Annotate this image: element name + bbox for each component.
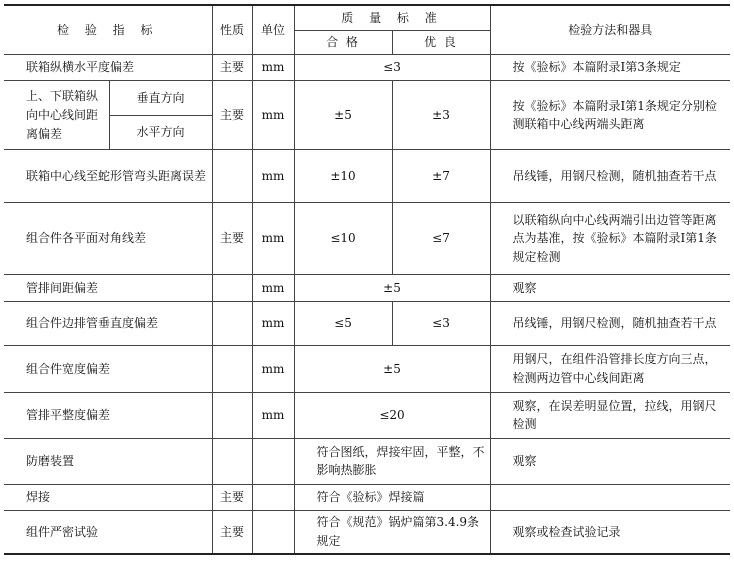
item-cell: 组合件各平面对角线差 xyxy=(4,203,212,275)
excellent-cell: ±7 xyxy=(392,150,490,203)
standard-cell: 符合图纸，焊接牢固，平整，不影响热膨胀 xyxy=(294,438,490,485)
table-row xyxy=(4,203,730,275)
item-cell: 上、下联箱纵向中心线间距离偏差 xyxy=(4,81,109,150)
sub-item-cell: 水平方向 xyxy=(109,115,212,150)
unit-cell: mm xyxy=(252,301,294,346)
unit-cell: mm xyxy=(252,150,294,203)
qualified-cell: ≤5 xyxy=(294,301,392,346)
standard-cell: 符合《验标》焊接篇 xyxy=(294,485,490,510)
table-row xyxy=(4,81,730,116)
nature-cell: 主要 xyxy=(212,203,252,275)
unit-cell: mm xyxy=(252,346,294,393)
nature-cell: 主要 xyxy=(212,81,252,150)
table-row xyxy=(4,301,730,346)
item-cell: 联箱中心线至蛇形管弯头距离误差 xyxy=(4,150,212,203)
header-qualified: 合 格 xyxy=(294,30,392,54)
method-cell: 观察或检查试验记录 xyxy=(490,510,730,554)
table-row xyxy=(4,438,730,485)
method-cell: 按《验标》本篇附录Ⅰ第1条规定分别检测联箱中心线两端头距离 xyxy=(490,81,730,150)
method-cell: 按《验标》本篇附录Ⅰ第3条规定 xyxy=(490,54,730,80)
standard-cell: 符合《规范》锅炉篇第3.4.9条规定 xyxy=(294,510,490,554)
item-cell: 防磨装置 xyxy=(4,438,212,485)
unit-cell xyxy=(252,510,294,554)
standard-cell: ±5 xyxy=(294,275,490,301)
qualified-cell: ±10 xyxy=(294,150,392,203)
standard-cell: ≤3 xyxy=(294,54,490,80)
table-row xyxy=(4,275,730,301)
header-nature: 性质 xyxy=(212,5,252,54)
nature-cell xyxy=(212,150,252,203)
method-cell: 观察 xyxy=(490,438,730,485)
method-cell: 用钢尺，在组件沿管排长度方向三点，检测两边管中心线间距离 xyxy=(490,346,730,393)
qualified-cell: ≤10 xyxy=(294,203,392,275)
table-row xyxy=(4,346,730,393)
unit-cell: mm xyxy=(252,81,294,150)
nature-cell xyxy=(212,275,252,301)
unit-cell: mm xyxy=(252,392,294,438)
table-row xyxy=(4,510,730,554)
unit-cell: mm xyxy=(252,203,294,275)
nature-cell: 主要 xyxy=(212,54,252,80)
header-quality: 质 量 标 准 xyxy=(294,5,490,30)
unit-cell: mm xyxy=(252,54,294,80)
header-method: 检验方法和器具 xyxy=(490,5,730,54)
method-cell: 吊线锤，用钢尺检测，随机抽查若干点 xyxy=(490,150,730,203)
item-cell: 组合件边排管垂直度偏差 xyxy=(4,301,212,346)
nature-cell: 主要 xyxy=(212,485,252,510)
standard-cell: ±5 xyxy=(294,346,490,393)
excellent-cell: ≤3 xyxy=(392,301,490,346)
nature-cell xyxy=(212,346,252,393)
nature-cell xyxy=(212,301,252,346)
method-cell: 观察，在误差明显位置，拉线，用钢尺检测 xyxy=(490,392,730,438)
table-row xyxy=(4,150,730,203)
nature-cell: 主要 xyxy=(212,510,252,554)
sub-item-cell: 垂直方向 xyxy=(109,81,212,116)
unit-cell: mm xyxy=(252,275,294,301)
table-row xyxy=(4,392,730,438)
standard-cell: ≤20 xyxy=(294,392,490,438)
inspection-standards-table xyxy=(4,4,730,555)
item-cell: 组合件宽度偏差 xyxy=(4,346,212,393)
item-cell: 组件严密试验 xyxy=(4,510,212,554)
item-cell: 管排间距偏差 xyxy=(4,275,212,301)
method-cell: 观察 xyxy=(490,275,730,301)
method-cell: 以联箱纵向中心线两端引出边管等距离点为基准，按《验标》本篇附录Ⅰ第1条规定检测 xyxy=(490,203,730,275)
nature-cell xyxy=(212,438,252,485)
item-cell: 联箱纵横水平度偏差 xyxy=(4,54,212,80)
item-cell: 管排平整度偏差 xyxy=(4,392,212,438)
qualified-cell: ±5 xyxy=(294,81,392,150)
table-row xyxy=(4,54,730,80)
header-indicator: 检 验 指 标 xyxy=(4,5,212,54)
item-cell: 焊接 xyxy=(4,485,212,510)
excellent-cell: ±3 xyxy=(392,81,490,150)
nature-cell xyxy=(212,392,252,438)
unit-cell xyxy=(252,485,294,510)
unit-cell xyxy=(252,438,294,485)
method-cell xyxy=(490,485,730,510)
excellent-cell: ≤7 xyxy=(392,203,490,275)
header-unit: 单位 xyxy=(252,5,294,54)
method-cell: 吊线锤，用钢尺检测，随机抽查若干点 xyxy=(490,301,730,346)
header-excellent: 优 良 xyxy=(392,30,490,54)
table-row xyxy=(4,485,730,510)
